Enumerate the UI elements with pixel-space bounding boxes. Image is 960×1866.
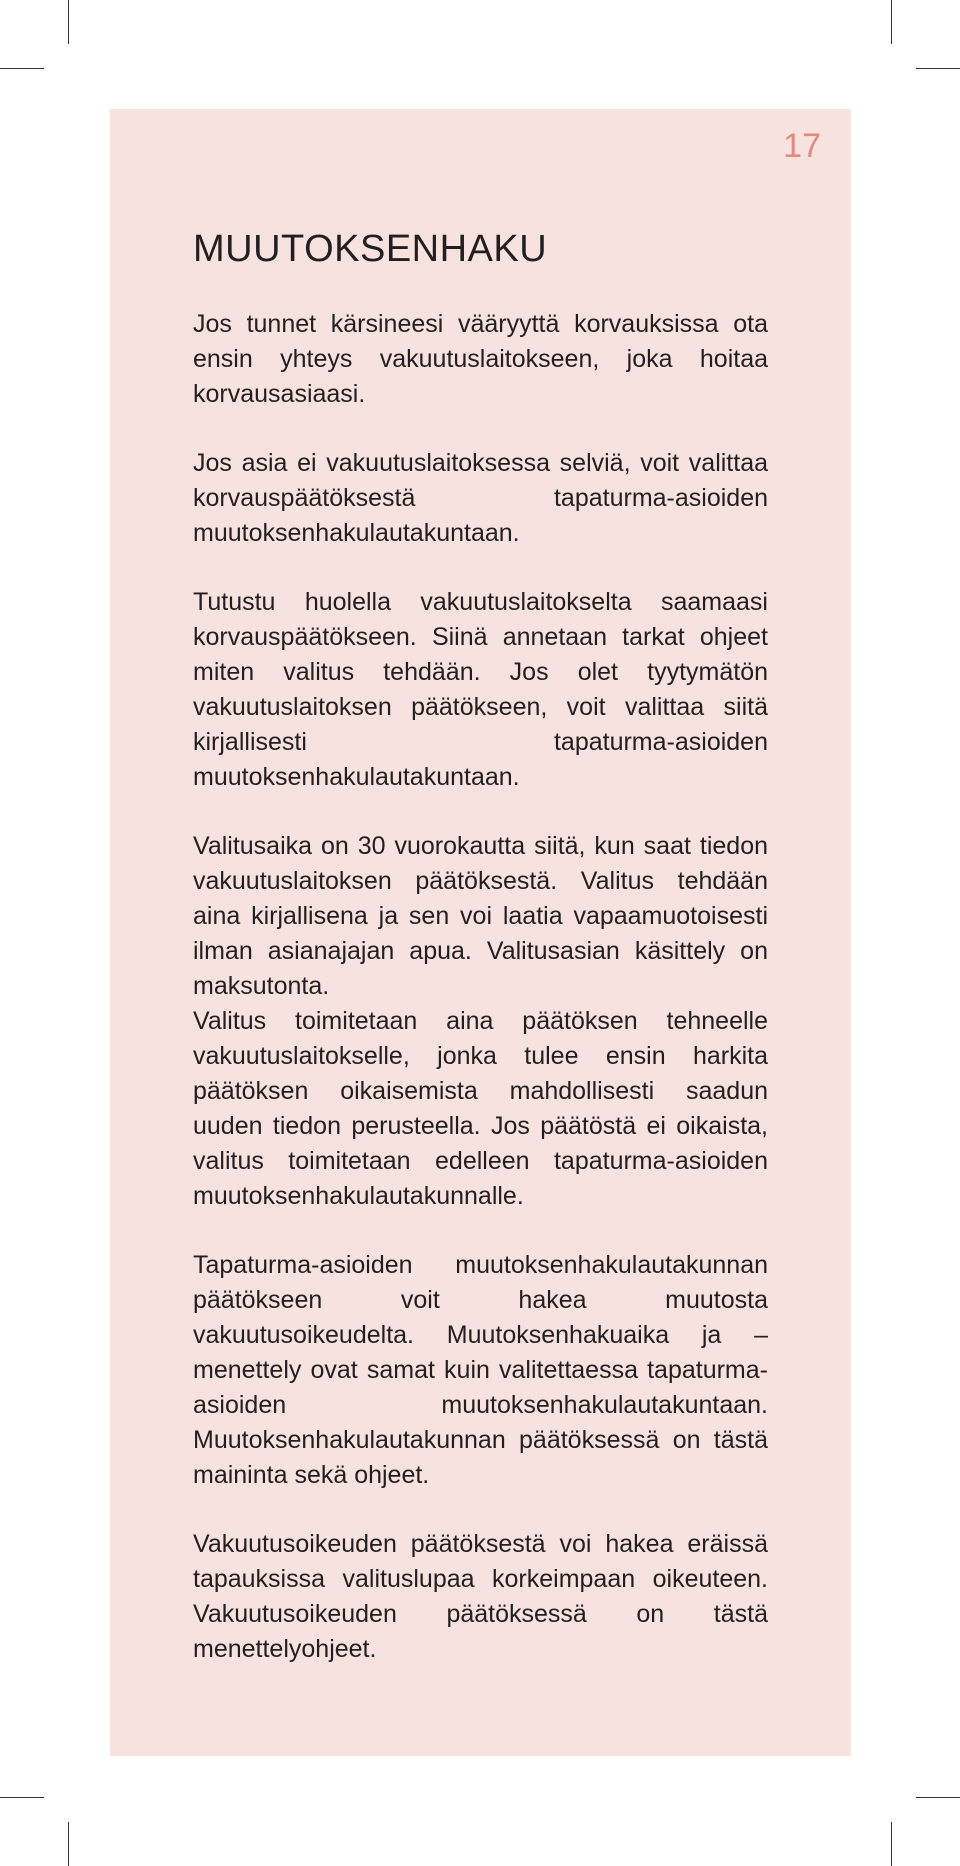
page-title: MUUTOKSENHAKU <box>193 228 548 270</box>
crop-mark-bottom-right <box>891 1822 892 1866</box>
paragraph-3: Tutustu huolella vakuutuslaitokselta saamaasi korvauspäätökseen. Siinä annetaan tarkat ohjeet miten valitus tehdään. Jos olet tyytymätön vakuutuslaitoksen päätökseen, voit valittaa siitä kirjallisesti tapaturma-asioiden muutoksenhakulautakuntaan. <box>193 587 768 791</box>
paragraph-7: Vakuutusoikeuden päätöksestä voi hakea eräissä tapauksissa valituslupaa korkeimpaan oikeuteen. Vakuutusoikeuden päätöksessä on tästä menettelyohjeet. <box>193 1529 768 1663</box>
crop-mark-top-right-h <box>916 68 960 69</box>
crop-mark-top-right <box>891 0 892 44</box>
page-number: 17 <box>783 127 821 165</box>
page-content <box>193 227 768 1701</box>
crop-mark-top-left-h <box>0 68 44 69</box>
crop-mark-bottom-right-h <box>916 1797 960 1798</box>
paragraph-1: Jos tunnet kärsineesi vääryyttä korvauksissa ota ensin yhteys vakuutuslaitokseen, joka hoitaa korvausasiaasi. <box>193 309 768 408</box>
crop-mark-bottom-left <box>68 1822 69 1866</box>
crop-mark-top-left <box>68 0 69 44</box>
crop-mark-bottom-left-h <box>0 1797 44 1798</box>
paragraph-6: Tapaturma-asioiden muutoksenhakulautakunnan päätökseen voit hakea muutosta vakuutusoikeudelta. Muutoksenhakuaika ja – menettely ovat samat kuin valitettaessa tapaturma-asioiden muutoksenhakulautakuntaan. Muutoksenhakulautakunnan päätöksessä on tästä maininta sekä ohjeet. <box>193 1250 768 1489</box>
paragraph-5: Valitus toimitetaan aina päätöksen tehneelle vakuutuslaitokselle, jonka tulee ensin harkita päätöksen oikaisemista mahdollisesti saadun uuden tiedon perusteella. Jos päätöstä ei oikaista, valitus toimitetaan edelleen tapaturma-asioiden muutoksenhakulautakunnalle. <box>193 1006 768 1210</box>
document-page <box>110 109 851 1756</box>
paragraph-4: Valitusaika on 30 vuorokautta siitä, kun saat tiedon vakuutuslaitoksen päätöksestä. Valitus tehdään aina kirjallisena ja sen voi laatia vapaamuotoisesti ilman asianajajan apua. Valitusasian käsittely on maksutonta. <box>193 831 768 1000</box>
paragraph-2: Jos asia ei vakuutuslaitoksessa selviä, voit valittaa korvauspäätöksestä tapaturma-asioiden muutoksenhakulautakuntaan. <box>193 448 768 547</box>
